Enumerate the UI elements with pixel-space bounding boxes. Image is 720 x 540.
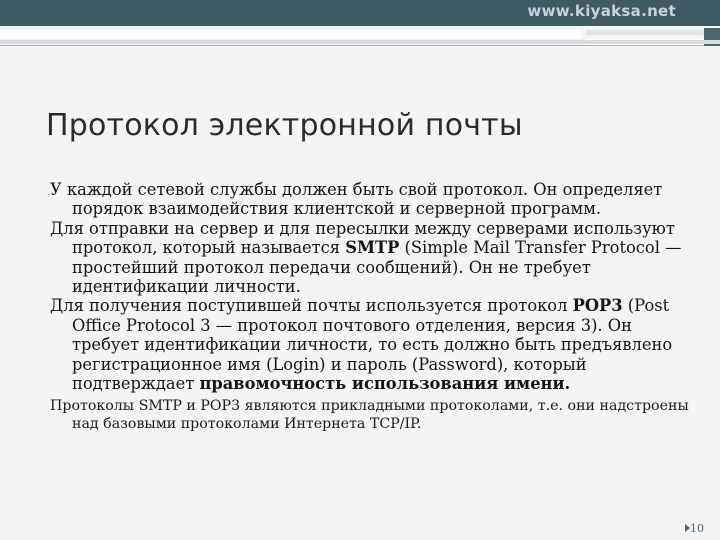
- paragraph-pop3: [50, 296, 690, 393]
- header-stripe-left: [0, 30, 582, 39]
- header-divider: [0, 45, 704, 46]
- slide-title: Протокол электронной почты: [46, 108, 523, 143]
- smtp-text-before: Для отправки на сервер и для пересылки между серверами используют протокол, который называется: [50, 218, 675, 258]
- header-band: [0, 0, 720, 26]
- pop3-text-before: Для получения поступившей почты используется протокол: [50, 296, 573, 316]
- header-stripe-right: [586, 30, 704, 35]
- page-number: 10: [690, 522, 704, 535]
- watermark-text: www.kiyaksa.net: [527, 2, 676, 20]
- slide-body: [50, 180, 690, 433]
- paragraph-protocol-intro: У каждой сетевой службы должен быть свой протокол. Он определяет порядок взаимодействия клиентской и серверной программ.: [50, 180, 663, 219]
- smtp-term: SMTP: [345, 238, 400, 258]
- paragraph-smtp: [50, 219, 690, 297]
- paragraph-application-protocols: Протоколы SMTP и POP3 являются прикладными протоколами, т.е. они надстроены над базовыми протоколами Интернета TCP/IP.: [50, 398, 689, 432]
- smtp-text-after: (Simple Mail Transfer Protocol — простейший протокол передачи сообщений). Он не требует идентификации личности.: [72, 238, 682, 297]
- pop3-text-bold-end: правомочность использования имени.: [199, 374, 571, 394]
- header-underline: [0, 40, 720, 44]
- pop3-text-middle: (Post Office Protocol 3 — протокол почтового отделения, версия 3). Он требует идентификации личности, то есть должно быть предъявлено регистрационное имя (Login) и пароль (Password), который подтверждает: [72, 296, 673, 394]
- pop3-term: POP3: [572, 296, 623, 316]
